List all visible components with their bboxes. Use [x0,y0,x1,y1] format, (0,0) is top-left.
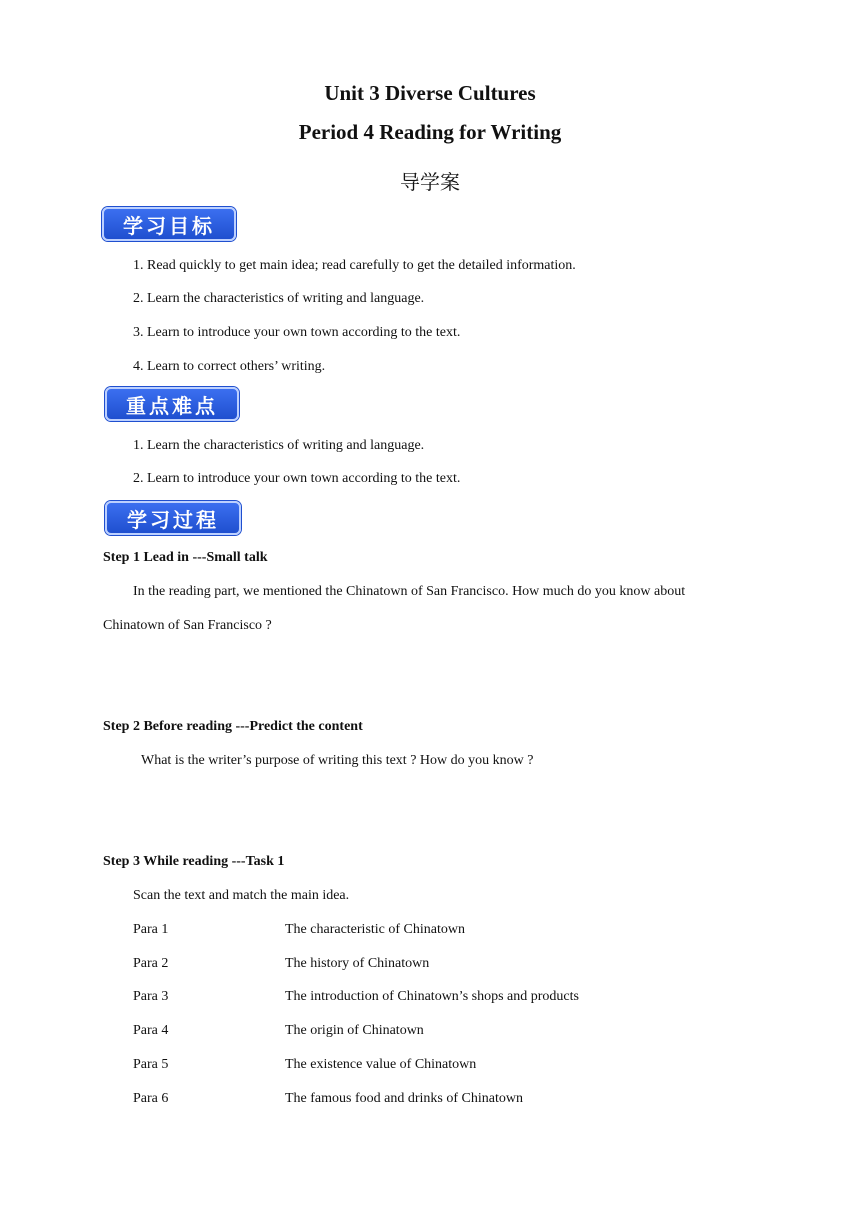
step2-heading: Step 2 Before reading ---Predict the content [103,719,363,734]
match-main-idea: The origin of Chinatown [285,1023,424,1038]
step1-heading: Step 1 Lead in ---Small talk [103,550,268,565]
key-point-item: 2. Learn to introduce your own town according to the text. [133,471,461,486]
key-points-badge: 重点难点 [105,387,239,421]
objective-item: 4. Learn to correct others’ writing. [133,359,326,374]
match-main-idea: The characteristic of Chinatown [285,922,465,937]
document-type-label: 导学案 [400,170,460,194]
match-para-label: Para 5 [133,1057,169,1072]
objective-item: 3. Learn to introduce your own town according to the text. [133,325,461,340]
match-para-label: Para 4 [133,1023,169,1038]
step3-instruction: Scan the text and match the main idea. [133,888,350,903]
match-para-label: Para 6 [133,1091,169,1106]
objective-item: 2. Learn the characteristics of writing and language. [133,291,425,306]
step1-text: In the reading part, we mentioned the Chinatown of San Francisco. How much do you know about [133,584,686,599]
document-title: Unit 3 Diverse Cultures [324,81,536,105]
period-title: Period 4 Reading for Writing [298,120,562,144]
objective-item: 1. Read quickly to get main idea; read carefully to get the detailed information. [133,258,576,273]
match-para-label: Para 3 [133,989,169,1004]
match-main-idea: The history of Chinatown [285,956,430,971]
objectives-badge: 学习目标 [102,207,236,241]
match-main-idea: The existence value of Chinatown [285,1057,477,1072]
step1-text: Chinatown of San Francisco ? [103,618,272,633]
match-main-idea: The famous food and drinks of Chinatown [285,1091,523,1106]
match-para-label: Para 1 [133,922,169,937]
step3-heading: Step 3 While reading ---Task 1 [103,854,285,869]
key-point-item: 1. Learn the characteristics of writing and language. [133,438,425,453]
match-para-label: Para 2 [133,956,169,971]
step2-text: What is the writer’s purpose of writing this text ? How do you know ? [141,753,534,768]
process-badge: 学习过程 [105,501,241,535]
match-main-idea: The introduction of Chinatown’s shops and products [285,989,579,1004]
